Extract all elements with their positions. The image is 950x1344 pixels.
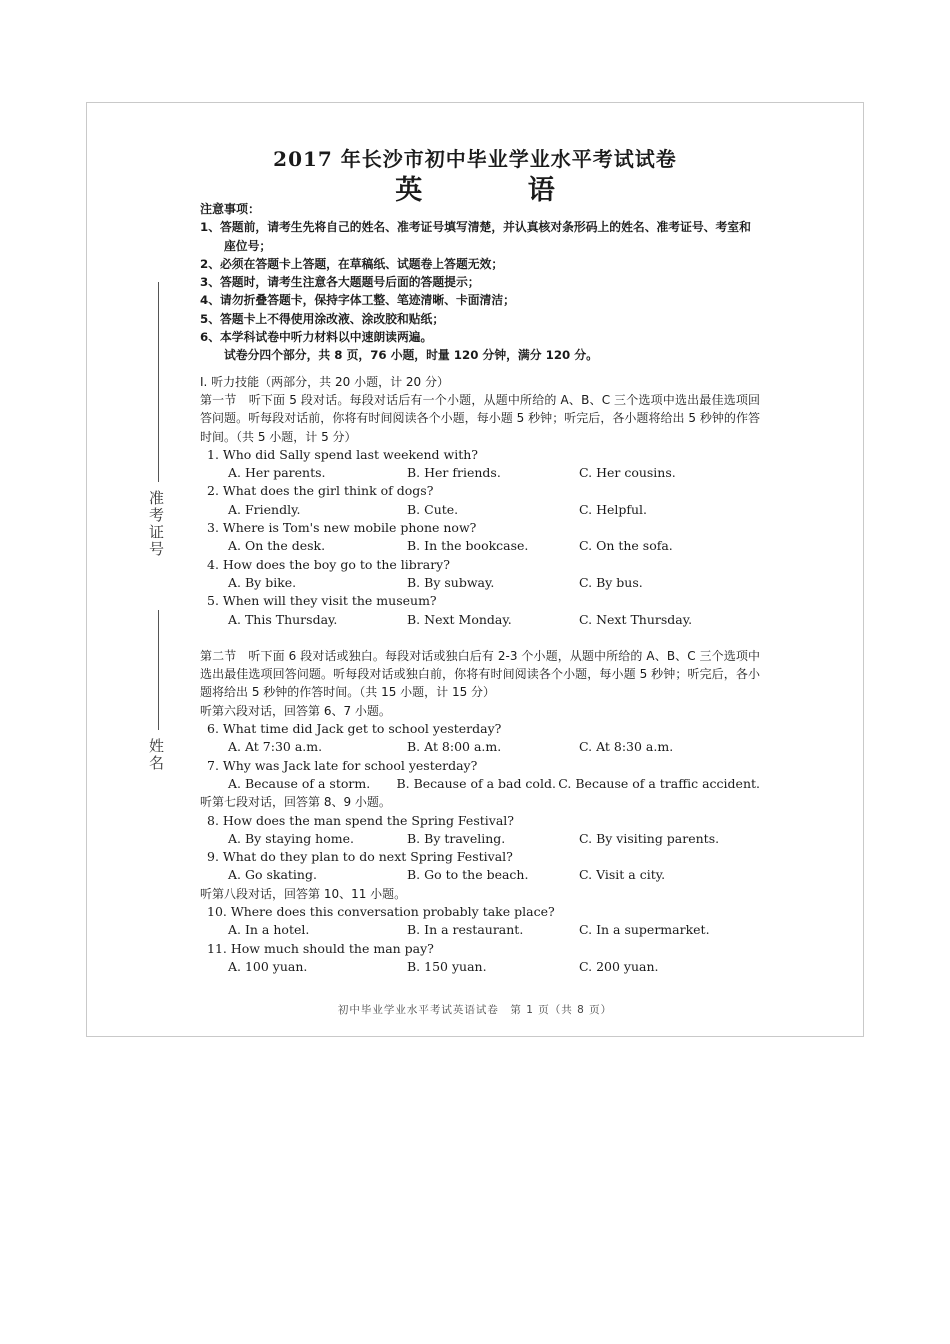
question-stem: 11. How much should the man pay?	[207, 940, 434, 956]
option-a: A. Friendly.	[228, 501, 301, 517]
notice-item: 2、必须在答题卡上答题，在草稿纸、试题卷上答题无效；	[200, 256, 504, 271]
option-b: B. In the bookcase.	[407, 538, 529, 554]
option-a: A. At 7:30 a.m.	[228, 739, 323, 755]
question-stem: 3. Where is Tom's new mobile phone now?	[207, 520, 477, 536]
option-a: A. Because of a storm.	[228, 775, 371, 791]
option-c: C. Helpful.	[579, 501, 648, 517]
notice-item: 3、答题时，请考生注意各大题题号后面的答题提示；	[200, 275, 480, 290]
option-c: C. By bus.	[579, 574, 643, 590]
option-a: A. 100 yuan.	[228, 958, 308, 974]
notice-heading: 注意事项：	[200, 202, 261, 216]
option-c: C. Because of a traffic accident.	[558, 775, 760, 791]
notice-item: 5、答题卡上不得使用涂改液、涂改胶和贴纸；	[200, 311, 445, 326]
notice-item: 4、请勿折叠答题卡，保持字体工整、笔迹清晰、卡面清洁；	[200, 293, 515, 308]
question-options	[200, 738, 760, 756]
option-a: A. In a hotel.	[228, 922, 310, 938]
option-a: A. On the desk.	[228, 538, 326, 554]
question-stem: 9. What do they plan to do next Spring Festival?	[207, 849, 513, 865]
option-b: B. Next Monday.	[407, 611, 512, 627]
page-footer: 初中毕业学业水平考试英语试卷 第 1 页（共 8 页）	[337, 1004, 613, 1016]
question-options	[200, 866, 760, 884]
dialogue-group-heading: 听第六段对话，回答第 6、7 小题。	[200, 703, 391, 718]
question-stem: 7. Why was Jack late for school yesterday?	[207, 757, 478, 773]
option-c: C. By visiting parents.	[579, 830, 720, 846]
dialogue-group-heading: 听第七段对话，回答第 8、9 小题。	[200, 795, 391, 810]
question-stem: 1. Who did Sally spend last weekend with?	[207, 446, 478, 462]
question-stem: 6. What time did Jack get to school yesterday?	[207, 721, 502, 737]
option-b: B. Because of a bad cold.	[396, 775, 556, 791]
option-a: A. By staying home.	[228, 830, 354, 846]
option-c: C. Visit a city.	[579, 867, 666, 883]
question-stem: 8. How does the man spend the Spring Festival?	[207, 812, 514, 828]
question-options	[200, 958, 760, 976]
option-c: C. On the sofa.	[579, 538, 673, 554]
exam-body	[200, 200, 760, 976]
question-stem: 4. How does the boy go to the library?	[207, 556, 450, 572]
option-c: C. Her cousins.	[579, 465, 676, 481]
exam-id-line	[158, 282, 159, 482]
option-c: C. At 8:30 a.m.	[579, 739, 674, 755]
section1-intro: 第一节 听下面 5 段对话。每段对话后有一个小题，从题中所给的 A、B、C 三个选项中选出最佳选项回答问题。听每段对话前，你将有时间阅读各个小题，每小题 5 秒钟；听完后，各小题将给出 5 秒钟的作答时间。（共 5 小题，计 5 分）	[200, 392, 760, 444]
option-b: B. Go to the beach.	[407, 867, 529, 883]
option-a: A. This Thursday.	[228, 611, 338, 627]
notice-summary: 试卷分四个部分，共 8 页，76 小题，时量 120 分钟，满分 120 分。	[224, 348, 598, 363]
option-b: B. Her friends.	[407, 465, 501, 481]
option-a: A. Go skating.	[228, 867, 317, 883]
question-options	[200, 611, 760, 629]
question-stem: 5. When will they visit the museum?	[207, 593, 437, 609]
subject-title: 英 语	[395, 175, 603, 206]
question-stem: 2. What does the girl think of dogs?	[207, 483, 434, 499]
question-options	[200, 464, 760, 482]
question-stem: 10. Where does this conversation probably take place?	[207, 903, 555, 919]
option-b: B. Cute.	[407, 501, 459, 517]
section2-intro: 第二节 听下面 6 段对话或独白。每段对话或独白后有 2-3 个小题，从题中所给的 A、B、C 三个选项中选出最佳选项回答问题。听每段对话或独白前，你将有时间阅读各个小题，每小题 5 秒钟；听完后，各小题将给出 5 秒钟的作答时间。（共 15 小题，计 15 分）	[200, 648, 760, 700]
option-a: A. By bike.	[228, 574, 297, 590]
option-b: B. In a restaurant.	[407, 922, 524, 938]
question-options	[200, 921, 760, 939]
part1-title: I. 听力技能（两部分，共 20 小题，计 20 分）	[200, 374, 449, 389]
option-b: B. 150 yuan.	[407, 958, 487, 974]
option-b: B. By traveling.	[407, 830, 506, 846]
name-label: 姓名	[147, 738, 165, 772]
option-b: B. At 8:00 a.m.	[407, 739, 502, 755]
notice-item: 6、本学科试卷中听力材料以中速朗读两遍。	[200, 330, 433, 345]
option-b: B. By subway.	[407, 574, 495, 590]
question-options	[200, 574, 760, 592]
name-line	[158, 610, 159, 730]
option-a: A. Her parents.	[228, 465, 326, 481]
question-options	[200, 830, 760, 848]
notice-item: 1、答题前，请考生先将自己的姓名、准考证号填写清楚，并认真核对条形码上的姓名、准考证号、考室和座位号；	[200, 220, 751, 253]
option-c: C. Next Thursday.	[579, 611, 693, 627]
question-options	[200, 537, 760, 555]
question-options	[200, 501, 760, 519]
notice-list	[200, 218, 760, 364]
dialogue-group-heading: 听第八段对话，回答第 10、11 小题。	[200, 886, 407, 901]
exam-id-label: 准考证号	[147, 490, 165, 558]
option-c: C. In a supermarket.	[579, 922, 710, 938]
question-options	[200, 775, 760, 793]
exam-title: 2017 年长沙市初中毕业学业水平考试试卷	[273, 147, 677, 171]
option-c: C. 200 yuan.	[579, 958, 659, 974]
